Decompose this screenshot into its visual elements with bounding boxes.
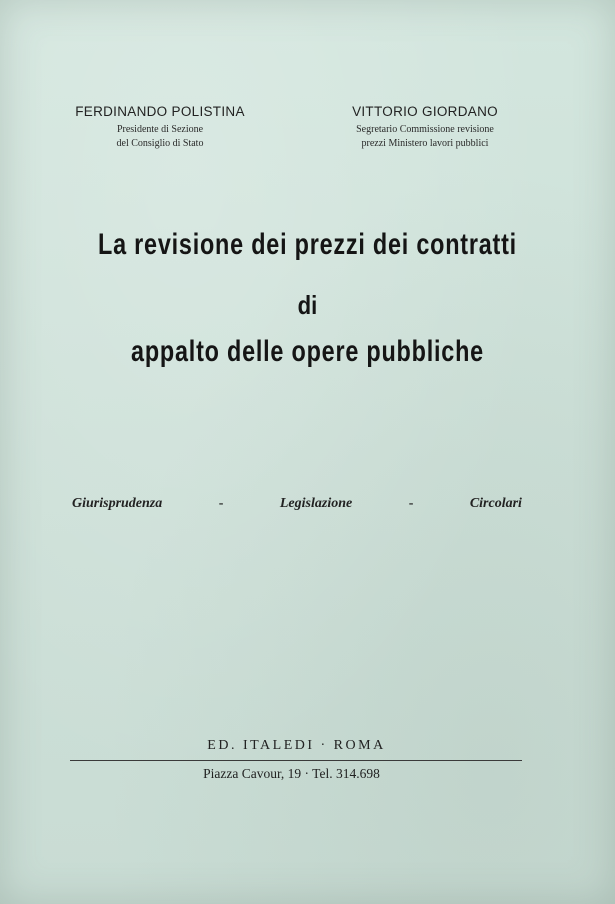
author-role-line: Segretario Commissione revisione — [356, 124, 494, 135]
subject-jurisprudence: Giurisprudenza — [72, 496, 163, 511]
author-block-giordano — [335, 104, 515, 151]
author-role — [335, 123, 515, 151]
author-block-polistina — [70, 104, 250, 151]
author-role-line: del Consiglio di Stato — [116, 138, 204, 149]
title-line-1: La revisione dei prezzi dei contratti — [98, 228, 517, 261]
subject-circulars: Circolari — [469, 496, 522, 511]
subject-list — [72, 496, 522, 512]
title-line-3: appalto delle opere pubbliche — [131, 335, 484, 368]
subject-legislation: Legislazione — [279, 496, 353, 511]
subject-separator: - — [408, 496, 414, 511]
publisher-divider — [70, 760, 522, 761]
author-role-line: prezzi Ministero lavori pubblici — [361, 138, 489, 149]
publisher-name: ED. ITALEDI · ROMA — [207, 738, 386, 753]
publisher-address: Piazza Cavour, 19 · Tel. 314.698 — [203, 766, 380, 781]
author-name: VITTORIO GIORDANO — [352, 104, 498, 119]
title-line-2: di — [297, 290, 318, 320]
subject-separator: - — [218, 496, 224, 511]
author-role — [70, 123, 250, 151]
author-role-line: Presidente di Sezione — [116, 124, 204, 135]
author-name: FERDINANDO POLISTINA — [75, 104, 245, 119]
